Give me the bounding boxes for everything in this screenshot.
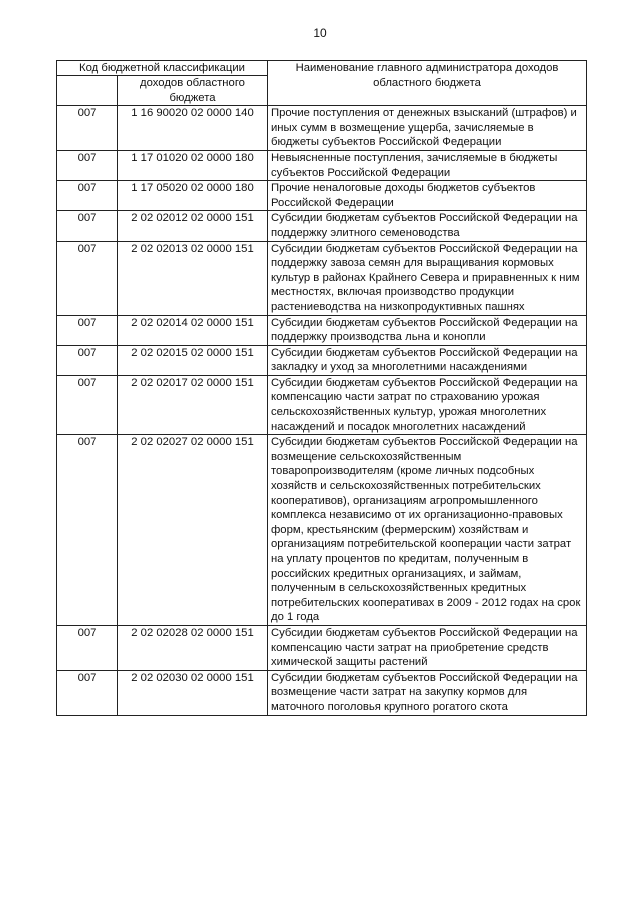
table-row bbox=[57, 150, 587, 180]
admin-code-cell: 007 bbox=[57, 181, 118, 211]
revenue-code-cell: 1 17 01020 02 0000 180 bbox=[118, 150, 268, 180]
revenue-name-cell: Субсидии бюджетам субъектов Российской Федерации на компенсацию части затрат по страхованию урожая сельскохозяйственных культур, урожая многолетних насаждений и посадок многолетних насаждений bbox=[268, 375, 587, 434]
revenue-name-cell: Субсидии бюджетам субъектов Российской Федерации на возмещение сельскохозяйственным товаропроизводителям (кроме личных подсобных хозяйств и сельскохозяйственных потребительских кооперативов), организациям агропромышленного комплекса независимо от их организационно-правовых форм, крестьянским (фермерским) хозяйствам и организациям потребительской кооперации части затрат на уплату процентов по кредитам, полученным в российских кредитных организациях, и займам, полученным в сельскохозяйственных кредитных потребительских кооперативах в 2009 - 2012 годах на срок до 1 года bbox=[268, 435, 587, 626]
admin-code-cell: 007 bbox=[57, 315, 118, 345]
admin-code-cell: 007 bbox=[57, 670, 118, 715]
revenue-code-cell: 2 02 02013 02 0000 151 bbox=[118, 241, 268, 315]
header-budget-classification-code: Код бюджетной классификации bbox=[57, 61, 268, 76]
revenue-name-cell: Субсидии бюджетам субъектов Российской Федерации на поддержку завоза семян для выращивания кормовых культур в районах Крайнего Севера и приравненных к ним местностях, включая производство продукции растениеводства на низкопродуктивных пашнях bbox=[268, 241, 587, 315]
revenue-code-cell: 2 02 02027 02 0000 151 bbox=[118, 435, 268, 626]
table-row bbox=[57, 435, 587, 626]
revenue-name-cell: Прочие поступления от денежных взысканий (штрафов) и иных сумм в возмещение ущерба, зачисляемые в бюджеты субъектов Российской Федерации bbox=[268, 106, 587, 151]
revenue-code-cell: 2 02 02030 02 0000 151 bbox=[118, 670, 268, 715]
admin-code-cell: 007 bbox=[57, 345, 118, 375]
revenue-name-cell: Субсидии бюджетам субъектов Российской Федерации на компенсацию части затрат на приобретение средств химической защиты растений bbox=[268, 625, 587, 670]
revenue-code-cell: 2 02 02028 02 0000 151 bbox=[118, 625, 268, 670]
table-row bbox=[57, 375, 587, 434]
revenue-name-cell: Субсидии бюджетам субъектов Российской Федерации на поддержку производства льна и конопли bbox=[268, 315, 587, 345]
table-row bbox=[57, 211, 587, 241]
revenue-code-cell: 2 02 02015 02 0000 151 bbox=[118, 345, 268, 375]
admin-code-cell: 007 bbox=[57, 106, 118, 151]
admin-code-cell: 007 bbox=[57, 625, 118, 670]
admin-code-cell: 007 bbox=[57, 150, 118, 180]
table-row bbox=[57, 625, 587, 670]
revenue-name-cell: Невыясненные поступления, зачисляемые в бюджеты субъектов Российской Федерации bbox=[268, 150, 587, 180]
table-body bbox=[57, 106, 587, 715]
header-regional-budget-revenue: доходов областного бюджета bbox=[118, 76, 268, 106]
table-row bbox=[57, 181, 587, 211]
revenue-code-cell: 2 02 02012 02 0000 151 bbox=[118, 211, 268, 241]
revenue-name-cell: Прочие неналоговые доходы бюджетов субъектов Российской Федерации bbox=[268, 181, 587, 211]
admin-code-cell: 007 bbox=[57, 211, 118, 241]
revenue-code-cell: 1 17 05020 02 0000 180 bbox=[118, 181, 268, 211]
admin-code-cell: 007 bbox=[57, 375, 118, 434]
admin-code-cell: 007 bbox=[57, 241, 118, 315]
revenue-name-cell: Субсидии бюджетам субъектов Российской Федерации на возмещение части затрат на закупку кормов для маточного поголовья крупного рогатого скота bbox=[268, 670, 587, 715]
table-row bbox=[57, 345, 587, 375]
table-row bbox=[57, 241, 587, 315]
table-row bbox=[57, 106, 587, 151]
table-row bbox=[57, 670, 587, 715]
page-number: 10 bbox=[313, 26, 327, 40]
revenue-name-cell: Субсидии бюджетам субъектов Российской Федерации на закладку и уход за многолетними насаждениями bbox=[268, 345, 587, 375]
header-admin-blank bbox=[57, 76, 118, 106]
header-administrator-name: Наименование главного администратора доходов областного бюджета bbox=[268, 61, 587, 106]
revenue-code-cell: 2 02 02017 02 0000 151 bbox=[118, 375, 268, 434]
admin-code-cell: 007 bbox=[57, 435, 118, 626]
revenue-code-cell: 2 02 02014 02 0000 151 bbox=[118, 315, 268, 345]
revenue-code-cell: 1 16 90020 02 0000 140 bbox=[118, 106, 268, 151]
revenue-name-cell: Субсидии бюджетам субъектов Российской Федерации на поддержку элитного семеноводства bbox=[268, 211, 587, 241]
table-row bbox=[57, 315, 587, 345]
budget-classification-table bbox=[56, 60, 587, 716]
